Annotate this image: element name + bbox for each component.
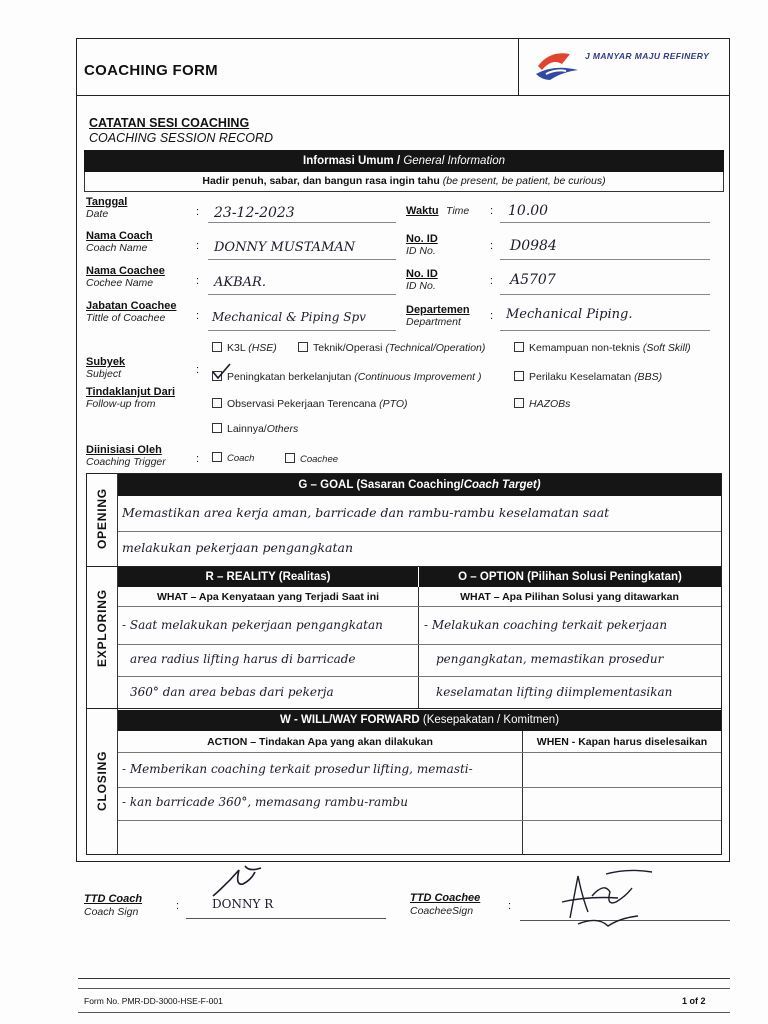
reality-bar: R – REALITY (Realitas) [118,567,418,587]
checkbox[interactable] [212,398,222,408]
coachee-title-value[interactable]: Mechanical & Piping Spv [212,310,366,324]
footer-rule [78,978,730,979]
footer-rule [78,1012,730,1013]
footer-rule [78,988,730,989]
option-others[interactable] [212,423,298,435]
option-pto[interactable] [212,398,408,410]
trigger-sublabel: Coaching Trigger [86,456,166,468]
goal-bar [118,474,721,496]
option-bar: O – OPTION (Pilihan Solusi Peningkatan) [418,567,721,587]
will-bar [118,710,721,731]
action-line-1[interactable]: - Memberikan coaching terkait prosedur lifting, memasti- [122,762,473,776]
checkbox[interactable] [514,342,524,352]
checkbox[interactable] [212,452,222,462]
date-label: Tanggal [86,196,128,208]
option-label: Peningkatan berkelanjutan [227,371,355,383]
option-hse[interactable] [212,342,277,354]
goal-line-2[interactable]: melakukan pekerjaan pengangkatan [122,540,354,555]
motto-text: Hadir penuh, sabar, dan bangun rasa ingin tahu [202,175,443,187]
closing-side-label: CLOSING [95,750,109,811]
option-subheader: WHAT – Apa Pilihan Solusi yang ditawarkan [460,591,679,603]
option-label-en: (Soft Skill) [642,342,691,354]
coachee-name-value[interactable]: AKBAR. [214,275,266,290]
coach-name-sublabel: Coach Name [86,242,148,254]
page-number: 1 of 2 [682,996,706,1006]
coachee-name-underline [208,294,396,295]
option-continuous-improvement[interactable] [212,371,482,383]
colon: : [490,205,494,217]
company-logo-icon [532,44,582,84]
option-label-en: (PTO) [379,398,408,410]
followup-label: Tindaklanjut Dari [86,386,176,398]
motto-text-en: (be present, be patient, be curious) [442,175,606,187]
coachee-name-label: Nama Coachee [86,265,165,277]
trigger-coachee-label: Coachee [300,454,339,465]
reality-line-2[interactable]: area radius lifting harus di barricade [130,652,356,666]
row-line [118,820,721,821]
option-line-3[interactable]: keselamatan lifting diimplementasikan [436,685,673,699]
subject-sublabel: Subject [86,368,122,380]
date-sublabel: Date [86,208,109,220]
option-label-en: HAZOBs [529,398,571,410]
date-underline [208,222,396,223]
department-label: Departemen [406,304,470,316]
record-title-id: CATATAN SESI COACHING [89,116,250,130]
checkbox[interactable] [298,342,308,352]
colon: : [490,310,494,322]
check-mark-icon [210,362,232,380]
colon: : [176,900,180,912]
coach-id-sublabel: ID No. [406,245,436,257]
row-line [118,752,721,753]
record-title-en: COACHING SESSION RECORD [89,131,274,145]
time-value[interactable]: 10.00 [508,203,549,219]
coachee-id-underline [500,294,710,295]
will-title-sub: (Kesepakatan / Komitmen) [422,714,560,726]
coach-id-label: No. ID [406,233,438,245]
department-sublabel: Department [406,316,461,328]
option-soft-skill[interactable] [514,342,691,354]
row-line [118,606,721,607]
reality-subheader: WHAT – Apa Kenyataan yang Terjadi Saat ini [156,591,380,603]
coachee-name-sublabel: Cochee Name [86,277,154,289]
reality-line-3[interactable]: 360° dan area bebas dari pekerja [130,685,334,699]
form-number: Form No. PMR-DD-3000-HSE-F-001 [84,996,223,1006]
goal-title: G – GOAL (Sasaran Coaching/ [298,479,464,491]
option-bbs[interactable] [514,371,662,383]
option-label: K3L [227,342,249,354]
column-divider [522,731,523,855]
opening-side-label: OPENING [95,488,109,549]
row-line [118,644,721,645]
option-label-en: (HSE) [248,342,277,354]
subject-label: Subyek [86,356,126,368]
option-hazobs[interactable] [514,398,570,410]
coachee-id-value[interactable]: A5707 [510,272,556,288]
option-label: Lainnya/ [227,423,267,435]
coachee-title-label: Jabatan Coachee [86,300,177,312]
checkbox[interactable] [212,342,222,352]
row-line [118,676,721,677]
option-label-en: (Continuous Improvement ) [354,371,482,383]
colon: : [196,275,200,287]
colon: : [508,900,512,912]
coachee-sign-label: TTD Coachee [410,892,481,904]
followup-sublabel: Follow-up from [86,398,156,410]
trigger-coachee[interactable] [285,453,338,465]
option-label: Observasi Pekerjaan Terencana [227,398,380,410]
option-label-en: (BBS) [634,371,663,383]
coach-sign-sublabel: Coach Sign [84,906,139,918]
coach-name-underline [208,259,396,260]
coachee-signature-icon [548,866,658,936]
colon: : [196,206,200,218]
general-info-bar [84,150,724,172]
option-label-en: (Technical/Operation) [385,342,486,354]
company-name: J MANYAR MAJU REFINERY [585,51,710,61]
general-info-title-en: General Information [403,155,505,167]
coachee-id-sublabel: ID No. [406,280,436,292]
colon: : [490,240,494,252]
option-label: Perilaku Keselamatan [529,371,635,383]
department-value[interactable]: Mechanical Piping. [506,307,633,322]
checkbox[interactable] [212,423,222,433]
action-header: ACTION – Tindakan Apa yang akan dilakukan [207,736,433,748]
time-label: Waktu [406,205,439,217]
option-line-2[interactable]: pengangkatan, memastikan prosedur [436,652,664,666]
checkbox[interactable] [514,371,524,381]
coach-id-underline [500,259,710,260]
trigger-coach[interactable] [212,452,254,464]
option-line-1[interactable]: - Melakukan coaching terkait pekerjaan [424,618,668,632]
colon: : [490,275,494,287]
option-label: Kemampuan non-teknis [529,342,643,354]
when-header: WHEN - Kapan harus diselesaikan [536,736,708,748]
coach-id-value[interactable]: D0984 [510,238,557,254]
time-underline [500,222,710,223]
general-info-title: Informasi Umum / [303,155,404,167]
time-sublabel: Time [446,205,470,217]
coach-sign-name[interactable]: DONNY R [212,897,274,911]
form-title: COACHING FORM [84,62,218,79]
coachee-sign-sublabel: CoacheeSign [410,905,474,917]
coach-name-value[interactable]: DONNY MUSTAMAN [214,240,356,255]
checkbox[interactable] [285,453,295,463]
trigger-coach-label: Coach [227,453,255,464]
exploring-side-label: EXPLORING [95,589,109,667]
coach-sign-label: TTD Coach [84,893,143,905]
reality-line-1[interactable]: - Saat melakukan pekerjaan pengangkatan [122,618,383,632]
goal-line-1[interactable]: Memastikan area kerja aman, barricade dan rambu-rambu keselamatan saat [122,505,610,520]
goal-title-en: Coach Target) [463,479,541,491]
action-line-2[interactable]: - kan barricade 360°, memasang rambu-rambu [122,795,408,809]
colon: : [196,310,200,322]
row-line [118,787,721,788]
divider [86,708,722,709]
coachee-title-underline [208,330,396,331]
coachee-title-sublabel: Tittle of Coachee [86,312,166,324]
date-value[interactable]: 23-12-2023 [214,205,295,221]
motto-row [84,172,724,192]
colon: : [196,240,200,252]
option-label-en: Others [266,423,299,435]
colon: : [196,453,200,465]
row-line [118,531,721,532]
department-underline [500,330,710,331]
coach-name-label: Nama Coach [86,230,153,242]
option-technical[interactable] [298,342,485,354]
checkbox[interactable] [514,398,524,408]
trigger-label: Diinisiasi Oleh [86,444,162,456]
coachee-id-label: No. ID [406,268,438,280]
colon: : [196,364,200,376]
coach-sign-line [186,918,386,919]
will-title: W - WILL/WAY FORWARD [279,714,423,726]
option-label: Teknik/Operasi [313,342,386,354]
coach-signature-icon [205,862,275,902]
